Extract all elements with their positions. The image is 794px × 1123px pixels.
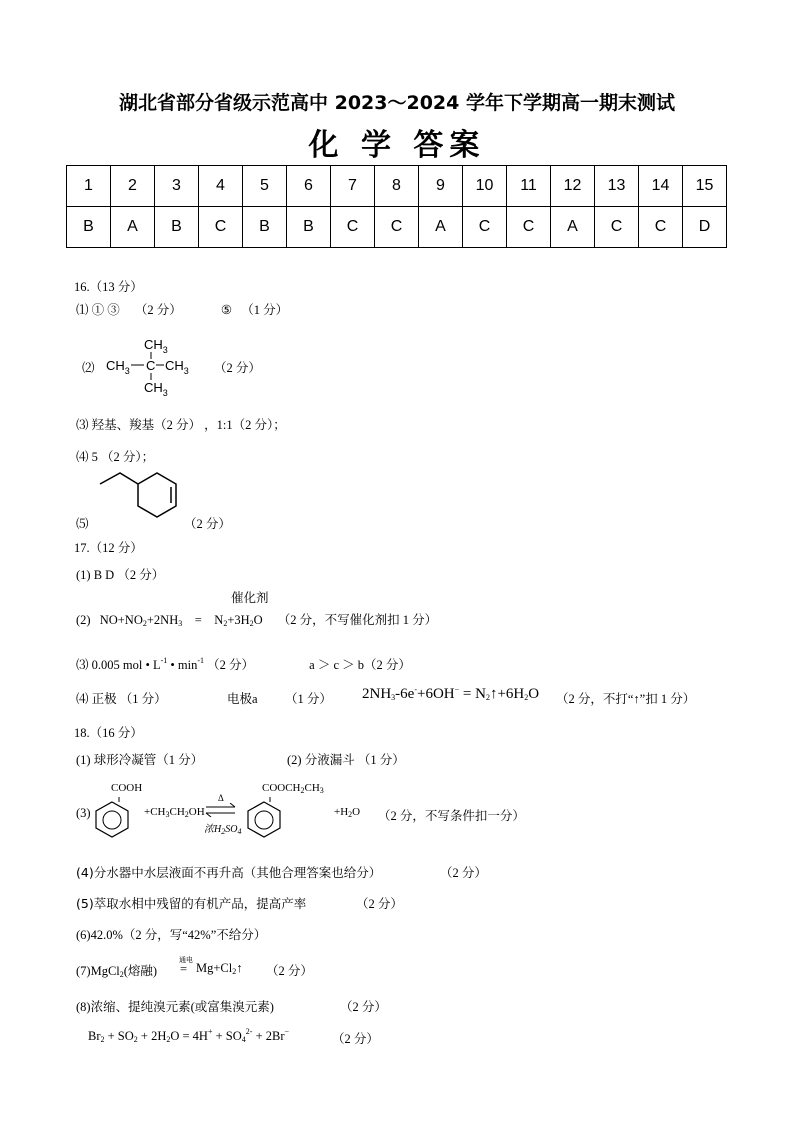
q17-heading: 17.（12 分） xyxy=(74,541,143,555)
q17-p3-order: a ＞ c ＞ b（2 分） xyxy=(309,658,411,672)
question-number-cell: 11 xyxy=(507,166,551,207)
question-number-cell: 12 xyxy=(551,166,595,207)
q18-p1: (1) 球形冷凝管（1 分） xyxy=(76,753,204,767)
answer-table xyxy=(66,165,727,248)
exam-title: 湖北省部分省级示范高中 2023～2024 学年下学期高一期末测试 xyxy=(119,92,675,114)
equilibrium-arrow-icon xyxy=(205,803,237,817)
struct-bottom-group: $CH_3$ xyxy=(144,380,168,397)
q16-heading: 16.（13 分） xyxy=(74,280,143,294)
benzene-ring-product xyxy=(244,795,284,841)
q17-p2-equation: $NO+NO_2+2NH_3$ = $N_2+3H_2O$ xyxy=(99,613,263,628)
q17-p3-score: （2 分） xyxy=(207,658,255,672)
struct-top-group: $CH_3$ xyxy=(144,337,168,355)
q18-p7-label: (7)MgCl xyxy=(76,964,120,978)
answer-cell: B xyxy=(287,207,331,248)
q18-p3-reagent2: $+CH_3CH_2OH$ xyxy=(144,806,205,819)
q18-p8-eq-score: （2 分） xyxy=(332,1032,379,1046)
q18-p3-water: $+H_2O$ xyxy=(334,806,361,819)
q16-p1-score2: （1 分） xyxy=(241,303,289,317)
q18-p3-reagent1: COOH xyxy=(111,782,143,794)
q18-p5-score: （2 分） xyxy=(356,897,403,911)
struct-top-text: CH xyxy=(144,337,163,352)
answer-table-number-row xyxy=(67,166,727,207)
q18-p8-score: （2 分） xyxy=(340,1000,387,1014)
q17-p4-label: ⑷ 正极 （1 分） xyxy=(76,692,167,706)
question-number-cell: 5 xyxy=(243,166,287,207)
q18-heading: 18.（16 分） xyxy=(74,726,143,740)
q17-p4-score2: （2 分，不打“↑”扣 1 分） xyxy=(556,692,696,706)
answer-table-answer-row xyxy=(67,207,727,248)
question-number-cell: 4 xyxy=(199,166,243,207)
q17-p2-score: （2 分，不写催化剂扣 1 分） xyxy=(277,613,438,627)
q18-p3-cond-bottom: 浓$H_2SO_4$ xyxy=(204,824,242,836)
q18-p6: (6)42.0%（2 分，写“42%”不给分） xyxy=(76,928,267,942)
struct-center-atom: C xyxy=(146,358,156,373)
answer-cell: B xyxy=(243,207,287,248)
question-number-cell: 13 xyxy=(595,166,639,207)
q16-p1-answer2: ⑤ xyxy=(220,303,233,317)
q16-p5-label: ⑸ xyxy=(76,517,89,531)
answer-cell: D xyxy=(683,207,727,248)
tert-butyl-structure xyxy=(104,335,204,397)
q18-p7-score: （2 分） xyxy=(266,964,313,978)
q16-p4: ⑷ 5 （2 分）； xyxy=(76,450,155,464)
q18-p3-label: (3) xyxy=(76,806,91,820)
q18-p4-score: （2 分） xyxy=(440,866,487,880)
q17-p3-rate-tail: • min xyxy=(167,658,198,672)
answer-cell: B xyxy=(67,207,111,248)
q18-p3-cond-top: Δ xyxy=(218,793,224,803)
q18-p8: (8)浓缩、提纯溴元素(或富集溴元素) xyxy=(76,1000,274,1014)
q17-p3-exp2: -1 xyxy=(197,656,205,665)
question-number-cell: 1 xyxy=(67,166,111,207)
q18-p8-equation: $Br_2 + SO_2 + 2H_2O = 4H^+ + SO_4^{2-} + 2Br^-$ xyxy=(88,1027,290,1044)
q16-p3: ⑶ 羟基、羧基（2 分） ，1:1（2 分）； xyxy=(76,418,286,432)
q17-p3-exp1: -1 xyxy=(160,656,168,665)
answer-cell: C xyxy=(331,207,375,248)
struct-left-group: $CH_3$ xyxy=(106,358,130,376)
q18-p7-cond: 通电 xyxy=(179,956,193,964)
q18-p3-score: （2 分，不写条件扣一分） xyxy=(378,809,525,823)
q16-p2-score: （2 分） xyxy=(214,361,261,375)
q16-p1-label: ⑴ xyxy=(76,303,89,317)
q18-p7-equals: = xyxy=(180,962,188,976)
question-number-cell: 14 xyxy=(639,166,683,207)
answer-cell: A xyxy=(419,207,463,248)
question-number-cell: 15 xyxy=(683,166,727,207)
q16-p1-answer: ① ③ xyxy=(91,303,120,317)
answer-cell: C xyxy=(639,207,683,248)
exam-subtitle: 化 学 答案 xyxy=(308,128,486,163)
q16-p1-score: （2 分） xyxy=(134,303,182,317)
q17-p4-electrode: 电极a xyxy=(227,692,258,706)
question-number-cell: 3 xyxy=(155,166,199,207)
q16-p5-score: （2 分） xyxy=(184,517,231,531)
q17-p4-equation: $2NH_3-6e^-+6OH^-$ = $N_2↑+6H_2O$ xyxy=(362,685,540,702)
question-number-cell: 9 xyxy=(419,166,463,207)
q16-p2-label: ⑵ xyxy=(82,361,95,375)
q18-p2: (2) 分液漏斗 （1 分） xyxy=(287,753,405,767)
q18-p7-product: Mg+Cl xyxy=(196,961,233,975)
answer-cell: C xyxy=(463,207,507,248)
q17-p1: (1) B D （2 分） xyxy=(76,568,165,582)
answer-cell: C xyxy=(595,207,639,248)
q17-p4-score1: （1 分） xyxy=(285,692,332,706)
cyclohexene-structure xyxy=(96,466,192,526)
question-number-cell: 6 xyxy=(287,166,331,207)
answer-cell: C xyxy=(199,207,243,248)
benzene-ring-reactant xyxy=(92,795,132,841)
q17-p3-rate: ⑶ 0.005 mol • L xyxy=(76,658,161,672)
question-number-cell: 8 xyxy=(375,166,419,207)
question-number-cell: 7 xyxy=(331,166,375,207)
answer-cell: B xyxy=(155,207,199,248)
struct-right-group: $CH_3$ xyxy=(165,358,189,376)
answer-cell: A xyxy=(111,207,155,248)
question-number-cell: 2 xyxy=(111,166,155,207)
q18-p7-rest: (熔融) xyxy=(123,964,158,978)
question-number-cell: 10 xyxy=(463,166,507,207)
answer-cell: A xyxy=(551,207,595,248)
q17-catalyst: 催化剂 xyxy=(231,591,269,605)
answer-cell: C xyxy=(375,207,419,248)
q18-p5: (5)萃取水相中残留的有机产品，提高产率 xyxy=(76,896,307,911)
q18-p4: (4)分水器中水层液面不再升高（其他合理答案也给分） xyxy=(76,865,382,880)
answer-cell: C xyxy=(507,207,551,248)
q17-p2-label: (2) xyxy=(76,613,91,627)
q18-p3-product: $COOCH_2CH_3$ xyxy=(262,782,324,795)
